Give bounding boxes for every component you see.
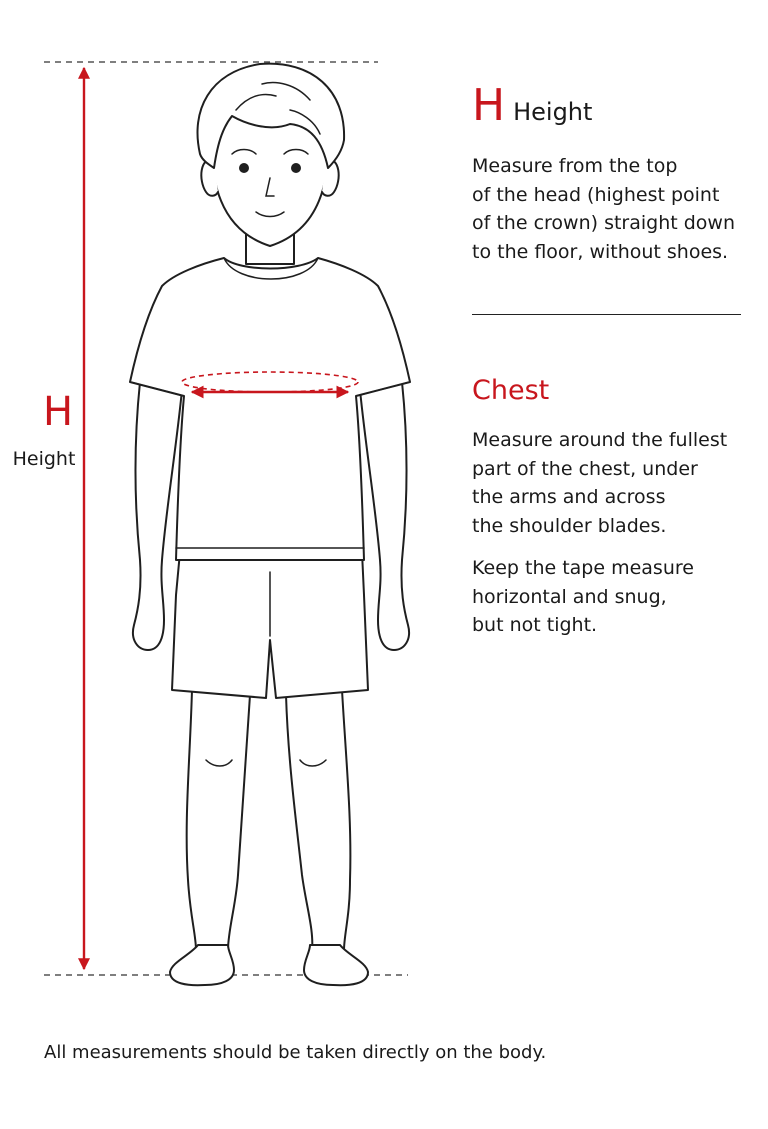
height-line: to the floor, without shoes.	[472, 240, 729, 263]
footer-note: All measurements should be taken directly on the body.	[44, 1042, 547, 1063]
chest-tip-line: but not tight.	[472, 614, 598, 637]
chest-tip-line: horizontal and snug,	[472, 585, 667, 608]
height-line: of the head (highest point	[472, 183, 720, 206]
chest-line: the shoulder blades.	[472, 514, 667, 537]
chest-line: Measure around the fullest	[472, 429, 728, 451]
height-instructions	[472, 152, 735, 266]
left-foot	[170, 945, 234, 985]
height-section-word: Height	[513, 98, 593, 126]
section-divider	[472, 314, 741, 315]
left-eye	[239, 163, 249, 173]
chest-line: part of the chest, under	[472, 457, 698, 480]
right-eye	[291, 163, 301, 173]
chest-line: the arms and across	[472, 486, 666, 509]
right-arm	[360, 382, 409, 650]
chest-tip	[472, 554, 694, 640]
right-leg	[286, 690, 350, 950]
height-section-title	[472, 80, 593, 131]
chest-section-title: Chest	[472, 375, 550, 406]
right-foot	[304, 945, 368, 985]
height-line: of the crown) straight down	[472, 212, 736, 235]
height-section-letter: H	[472, 80, 506, 131]
height-line: Measure from the top	[472, 155, 678, 177]
chest-instructions	[472, 426, 727, 540]
height-letter-marker: H	[42, 389, 74, 435]
left-leg	[187, 690, 250, 950]
height-marker-label: Height	[12, 448, 76, 470]
chest-tip-line: Keep the tape measure	[472, 557, 694, 579]
